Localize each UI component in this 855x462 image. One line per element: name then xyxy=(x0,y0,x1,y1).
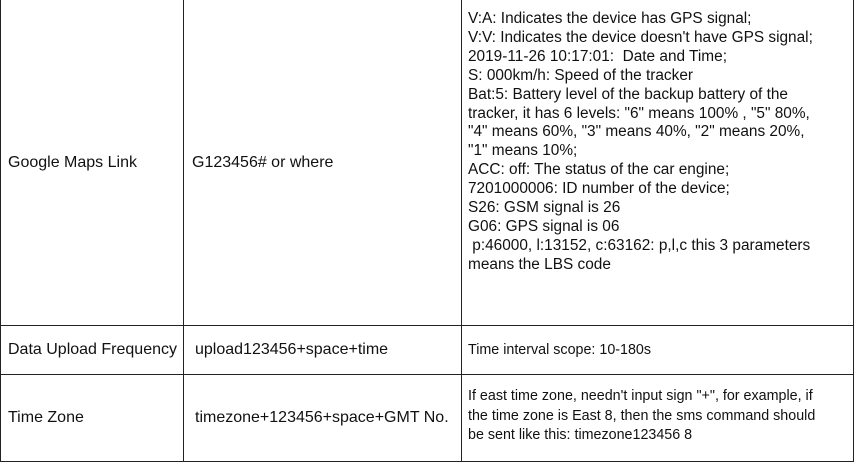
description-line: "1" means 10%; xyxy=(468,142,578,160)
description-line: V:V: Indicates the device doesn't have GPS signal; xyxy=(468,28,813,46)
description-line: S: 000km/h: Speed of the tracker xyxy=(468,66,693,84)
description-line: S26: GSM signal is 26 xyxy=(468,199,621,217)
table-row-data-upload-frequency xyxy=(1,326,854,375)
row-label: Data Upload Frequency xyxy=(1,326,184,375)
description-line: Bat:5: Battery level of the backup battery of the xyxy=(468,85,788,103)
description-line: 7201000006: ID number of the device; xyxy=(468,180,730,198)
description-line: be sent like this: timezone123456 8 xyxy=(468,427,693,444)
table-row-time-zone xyxy=(1,375,854,462)
row-label: Time Zone xyxy=(1,375,184,462)
row-description xyxy=(462,375,854,462)
description-line: If east time zone, needn't input sign "+", for example, if xyxy=(468,388,813,405)
description-line: G06: GPS signal is 06 xyxy=(468,217,620,235)
description-line: means the LBS code xyxy=(468,255,611,273)
description-line: V:A: Indicates the device has GPS signal; xyxy=(468,10,752,27)
row-command: timezone+123456+space+GMT No. xyxy=(184,375,462,462)
table-row-google-maps-link xyxy=(1,0,854,326)
row-description: Time interval scope: 10-180s xyxy=(462,326,854,375)
row-command: upload123456+space+time xyxy=(184,326,462,375)
row-label: Google Maps Link xyxy=(1,0,184,326)
description-line: the time zone is East 8, then the sms command should xyxy=(468,407,816,424)
description-line: p:46000, l:13152, c:63162: p,l,c this 3 parameters xyxy=(468,236,811,254)
description-line: 2019-11-26 10:17:01: Date and Time; xyxy=(468,47,727,65)
row-command: G123456# or where xyxy=(184,0,462,326)
description-line: tracker, it has 6 levels: "6" means 100% , "5" 80%, xyxy=(468,104,810,122)
row-description xyxy=(462,0,854,326)
description-line: "4" means 60%, "3" means 40%, "2" means 20%, xyxy=(468,123,805,141)
description-line: ACC: off: The status of the car engine; xyxy=(468,161,730,179)
